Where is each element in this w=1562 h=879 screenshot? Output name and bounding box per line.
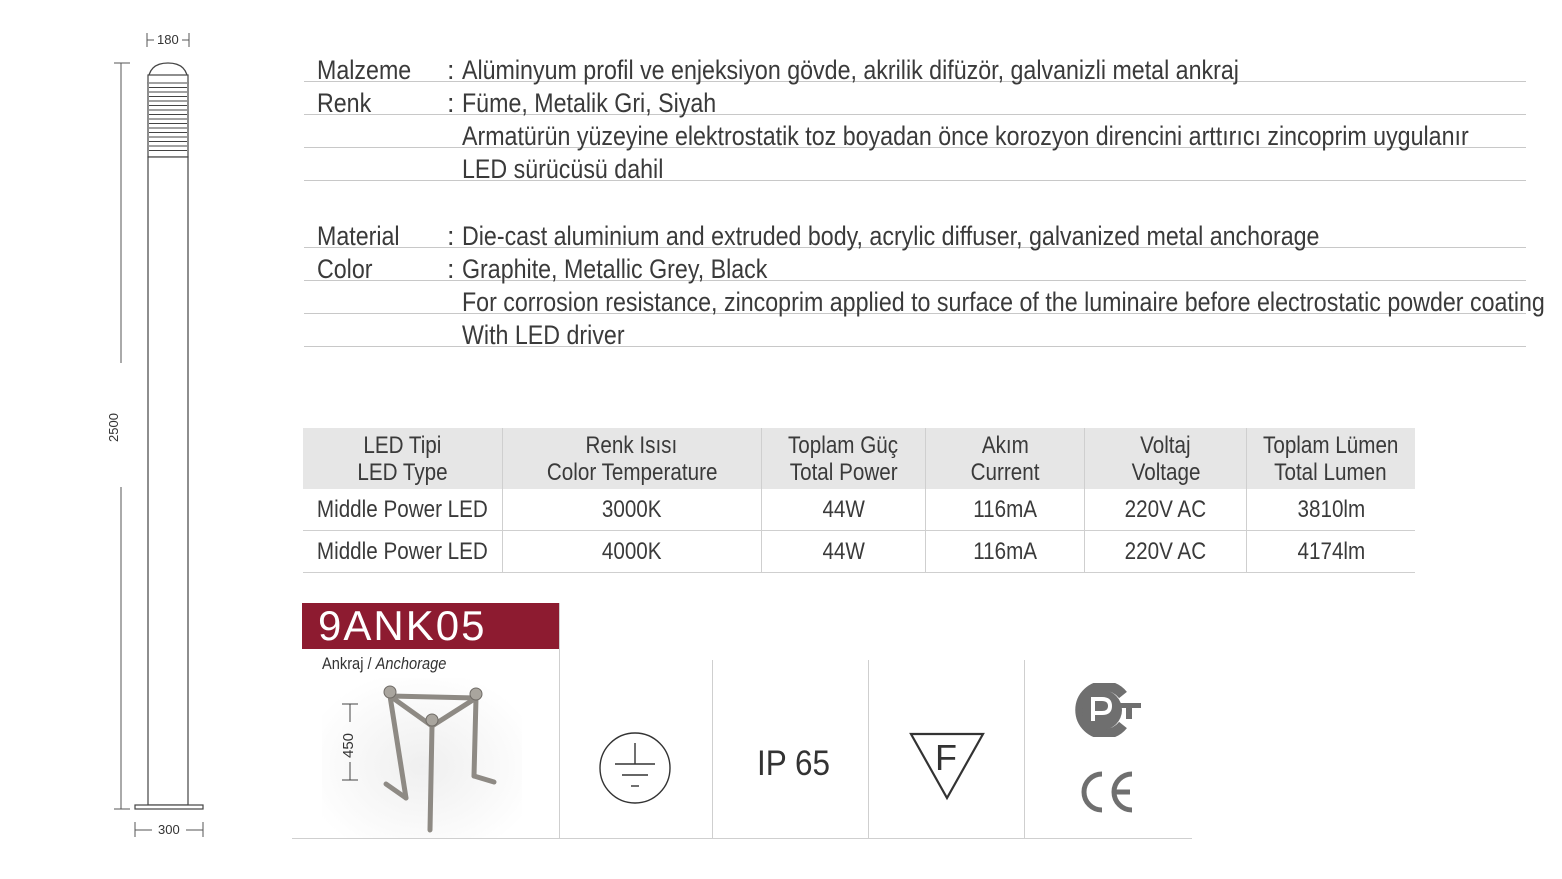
spec-label: Renk (317, 88, 372, 118)
cell-text: 44W (821, 495, 865, 523)
table-header-row (303, 428, 1415, 489)
spec-value: For corrosion resistance, zincoprim applied to surface of the luminaire before electrostatic powder coating (462, 287, 1545, 317)
table-cell (925, 489, 1085, 531)
header-en: LED Type (357, 458, 448, 486)
spec-row (304, 147, 1526, 184)
header-tr: Voltaj (1140, 431, 1191, 459)
spec-label: Material (317, 221, 400, 251)
ce-mark-icon (1076, 770, 1140, 814)
anchorage-image (322, 678, 522, 838)
ip-rating: IP 65 (757, 744, 830, 783)
anchorage-label-en: Anchorage (375, 654, 447, 673)
table-header (1246, 428, 1415, 489)
dim-top-width: 180 (157, 32, 179, 47)
table-header (502, 428, 761, 489)
table-row (303, 531, 1415, 573)
spec-value: Graphite, Metallic Grey, Black (462, 254, 768, 284)
spec-colon: : (447, 55, 455, 85)
spec-label: Malzeme (317, 55, 412, 85)
cell-text: Middle Power LED (316, 537, 488, 565)
spec-value: Alüminyum profil ve enjeksiyon gövde, akrilik difüzör, galvanizli metal ankraj (462, 55, 1239, 85)
earth-ground-icon (598, 731, 672, 805)
cell-text: 3810lm (1297, 495, 1365, 523)
header-en: Total Power (789, 458, 898, 486)
spec-row (304, 313, 1526, 350)
spec-row (304, 81, 1526, 118)
spec-row (304, 280, 1545, 317)
header-en: Voltage (1131, 458, 1201, 486)
header-tr: Toplam Güç (788, 431, 899, 459)
header-tr: LED Tipi (363, 431, 442, 459)
table-header (925, 428, 1085, 489)
table-cell (303, 489, 502, 531)
header-en: Color Temperature (546, 458, 718, 486)
spec-value: LED sürücüsü dahil (462, 154, 664, 184)
divider (559, 603, 560, 838)
spec-row (304, 114, 1526, 151)
spec-row (304, 48, 1526, 85)
spec-value: Armatürün yüzeyine elektrostatik toz boyadan önce korozyon direncini arttırıcı zincoprim uygulanır (462, 121, 1469, 151)
header-tr: Renk Isısı (585, 431, 678, 459)
table-cell (1085, 489, 1246, 531)
product-code: 9ANK05 (318, 602, 487, 649)
spec-value: With LED driver (462, 320, 625, 350)
spec-value: Die-cast aluminium and extruded body, acrylic diffuser, galvanized metal anchorage (462, 221, 1320, 251)
table-header (1085, 428, 1246, 489)
spec-colon: : (447, 88, 455, 118)
divider (712, 660, 713, 838)
spec-row (304, 214, 1526, 251)
table-cell (925, 531, 1085, 573)
table-cell (502, 531, 761, 573)
spec-value: Füme, Metalik Gri, Siyah (462, 88, 717, 118)
dim-anchor-height: 450 (340, 732, 357, 758)
anchorage-label (322, 654, 446, 674)
spec-row (304, 247, 1526, 284)
cell-text: 44W (821, 537, 865, 565)
header-en: Total Lumen (1274, 458, 1388, 486)
table-cell (1085, 531, 1246, 573)
cell-text: 220V AC (1124, 537, 1207, 565)
table-cell (1246, 489, 1415, 531)
dim-height: 2500 (106, 413, 121, 442)
cell-text: Middle Power LED (316, 495, 488, 523)
icon-strip-rule (292, 838, 1192, 839)
table-header (303, 428, 502, 489)
header-tr: Toplam Lümen (1263, 431, 1399, 459)
table-cell (761, 489, 925, 531)
spec-label: Color (317, 254, 373, 284)
product-code-box (302, 603, 559, 649)
cell-text: 4000K (601, 537, 662, 565)
header-tr: Akım (981, 431, 1029, 459)
spec-colon: : (447, 221, 455, 251)
f-mark-letter: F (935, 737, 957, 778)
cell-text: 116mA (973, 495, 1037, 523)
cell-text: 3000K (601, 495, 662, 523)
header-en: Current (970, 458, 1040, 486)
divider (868, 660, 869, 838)
pct-mark-icon (1073, 683, 1145, 737)
divider (1024, 660, 1025, 838)
dim-base-width: 300 (158, 822, 180, 837)
table-row (303, 489, 1415, 531)
cell-text: 4174lm (1297, 537, 1365, 565)
technical-table (303, 428, 1415, 573)
cell-text: 116mA (973, 537, 1037, 565)
table-cell (761, 531, 925, 573)
anchorage-label-tr: Ankraj / (322, 654, 372, 673)
cell-text: 220V AC (1124, 495, 1207, 523)
spec-colon: : (447, 254, 455, 284)
table-cell (502, 489, 761, 531)
table-cell (303, 531, 502, 573)
table-cell (1246, 531, 1415, 573)
table-header (761, 428, 925, 489)
